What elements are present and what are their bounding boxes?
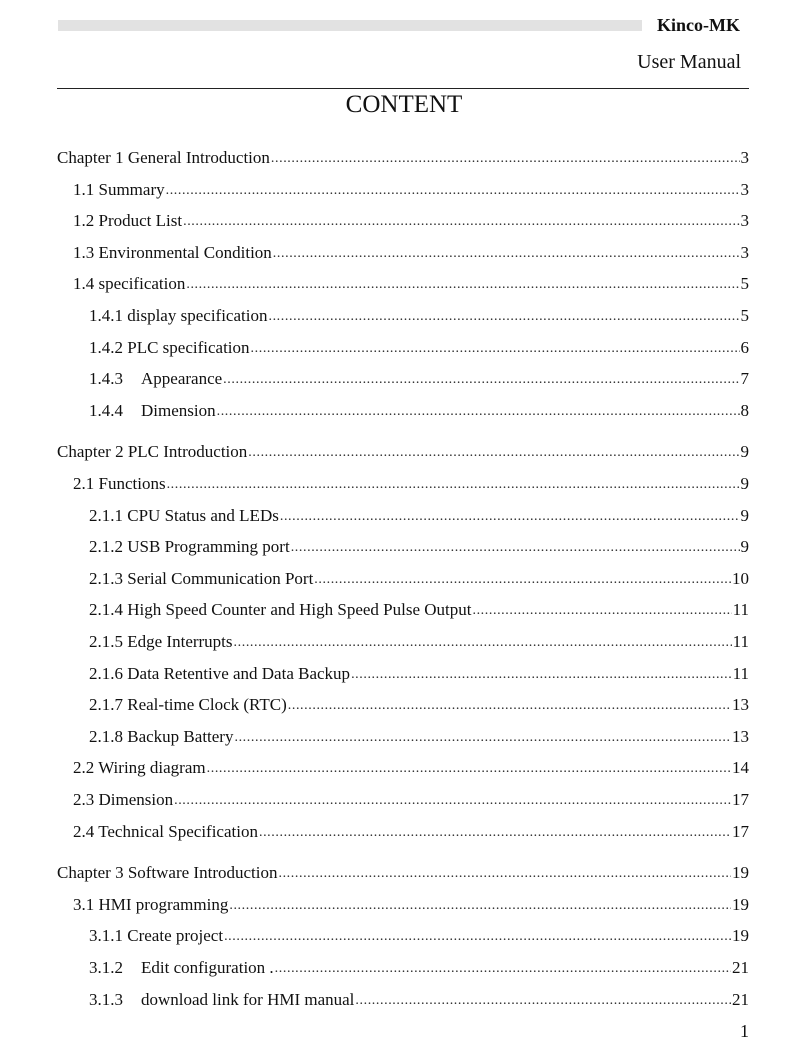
toc-entry-title (89, 990, 354, 1010)
toc-entry-title (57, 863, 277, 883)
toc-entry[interactable] (0, 365, 808, 389)
toc-entry-title (73, 895, 228, 915)
toc-entry-page: 3 (740, 179, 749, 199)
toc-dot-leader (167, 476, 740, 494)
toc-dot-leader (234, 729, 731, 747)
toc-entry-title (73, 211, 182, 231)
header-subtitle: User Manual (637, 51, 741, 73)
toc-dot-leader (166, 182, 740, 200)
toc-entry-title (89, 727, 233, 747)
toc-entry-title (89, 926, 223, 946)
toc-entry-page: 10 (732, 568, 749, 588)
toc-entry[interactable] (0, 533, 808, 557)
page-title: CONTENT (345, 91, 463, 118)
toc-entry[interactable] (0, 207, 808, 231)
toc-entry[interactable] (0, 691, 808, 715)
toc-entry[interactable] (0, 239, 808, 263)
toc-entry-number: 3.1.2 (89, 958, 123, 977)
toc-entry-title (57, 442, 247, 462)
toc-entry-title (89, 537, 290, 557)
toc-entry-page: 11 (732, 663, 749, 683)
toc-dot-leader (271, 150, 740, 168)
toc-entry-text: Chapter 2 PLC Introduction (57, 442, 248, 462)
toc-entry-page: 21 (732, 989, 749, 1009)
toc-entry-page: 7 (740, 369, 749, 389)
toc-entry-title (89, 338, 250, 358)
toc-dot-leader (273, 245, 740, 263)
toc-dot-leader (251, 340, 740, 358)
toc-dot-leader (472, 602, 731, 620)
toc-entry-title (89, 664, 350, 684)
toc-entry-title (89, 632, 233, 652)
toc-entry-page: 19 (732, 926, 749, 946)
toc-entry[interactable] (0, 397, 808, 421)
toc-dot-leader (174, 792, 731, 810)
toc-dot-leader (229, 897, 731, 915)
toc-entry-title (73, 274, 185, 294)
toc-dot-leader (314, 571, 731, 589)
toc-entry-page: 9 (740, 442, 749, 462)
toc-entry-text: Appearance (141, 369, 223, 389)
toc-entry-text: 2.1.2 USB Programming port (89, 537, 290, 557)
toc-entry-page: 14 (732, 758, 749, 778)
toc-entry-text: 2.2 Wiring diagram (73, 758, 206, 778)
toc-entry[interactable] (0, 818, 808, 842)
toc-entry[interactable] (0, 502, 808, 526)
toc-dot-leader (207, 760, 731, 778)
toc-entry-page: 21 (732, 958, 749, 977)
toc-entry-page: 9 (740, 474, 749, 493)
toc-entry[interactable] (0, 954, 808, 978)
toc-entry[interactable] (0, 859, 808, 883)
toc-dot-leader (351, 666, 732, 684)
toc-entry-page: 3 (740, 211, 749, 231)
toc-entry-page: 9 (740, 537, 749, 557)
toc-entry-page: 5 (740, 274, 749, 294)
toc-entry[interactable] (0, 628, 808, 652)
toc-entry-page: 8 (740, 400, 749, 420)
toc-entry[interactable] (0, 723, 808, 747)
toc-entry[interactable] (0, 470, 808, 494)
toc-dot-leader (234, 634, 732, 652)
toc-entry-page: 19 (732, 863, 749, 883)
toc-entry-number: 3.1.3 (89, 989, 123, 1009)
toc-entry-title (89, 369, 222, 389)
toc-entry-text: 3.1 HMI programming (73, 894, 229, 914)
toc-entry-text: 2.1.1 CPU Status and LEDs (89, 505, 279, 525)
toc-entry-page: 9 (740, 505, 749, 525)
toc-dot-leader (275, 960, 731, 978)
toc-dot-leader (183, 213, 739, 231)
toc-entry-text: Edit configuration . (141, 958, 274, 977)
toc-entry-page: 17 (732, 790, 749, 809)
toc-entry-text: 2.4 Technical Specification (73, 821, 258, 841)
toc-entry[interactable] (0, 334, 808, 358)
toc-dot-leader (217, 403, 740, 421)
toc-dot-leader (224, 928, 731, 946)
toc-entry[interactable] (0, 786, 808, 810)
toc-dot-leader (186, 276, 739, 294)
toc-dot-leader (280, 508, 740, 526)
toc-entry-text: 2.3 Dimension (73, 790, 174, 809)
toc-entry[interactable] (0, 438, 808, 462)
toc-entry-text: 1.2 Product List (73, 211, 183, 231)
toc-entry-page: 17 (732, 821, 749, 841)
toc-entry-title (73, 822, 258, 842)
toc-entry[interactable] (0, 144, 808, 168)
toc-dot-leader (355, 992, 731, 1010)
toc-entry-text: 2.1.5 Edge Interrupts (89, 632, 233, 651)
toc-entry[interactable] (0, 660, 808, 684)
toc-entry-text: 2.1 Functions (73, 474, 166, 493)
toc-entry-page: 3 (740, 242, 749, 262)
toc-entry-title (73, 243, 272, 263)
toc-entry[interactable] (0, 986, 808, 1010)
toc-dot-leader (291, 539, 740, 557)
toc-entry-title (89, 600, 471, 620)
toc-entry-number: 1.4.3 (89, 369, 123, 389)
toc-entry-text: 1.3 Environmental Condition (73, 242, 272, 262)
toc-entry[interactable] (0, 302, 808, 326)
toc-entry-title (89, 695, 287, 715)
toc-dot-leader (259, 824, 731, 842)
toc-entry-page: 19 (732, 894, 749, 914)
toc-entry-title (89, 306, 267, 326)
toc-entry-title (73, 790, 173, 810)
toc-entry-title (89, 958, 274, 978)
toc-entry-text: 1.4.2 PLC specification (89, 337, 250, 357)
toc-entry-page: 11 (732, 600, 749, 620)
header-brand: Kinco-MK (657, 15, 740, 35)
toc-entry[interactable] (0, 754, 808, 778)
toc-entry-page: 3 (740, 148, 749, 167)
toc-entry-text: Chapter 3 Software Introduction (57, 863, 278, 883)
toc-entry-text: 2.1.8 Backup Battery (89, 726, 234, 746)
toc-entry[interactable] (0, 596, 808, 620)
toc-entry[interactable] (0, 270, 808, 294)
toc-dot-leader (278, 865, 731, 883)
toc-entry-text: 2.1.3 Serial Communication Port (89, 568, 314, 588)
toc-entry-title (73, 758, 206, 778)
toc-entry-title (89, 506, 279, 526)
toc-entry-text: Dimension (141, 400, 216, 420)
toc-entry-number: 1.4.4 (89, 400, 123, 420)
toc-entry-text: 2.1.6 Data Retentive and Data Backup (89, 663, 351, 683)
toc-entry-text: 1.1 Summary (73, 179, 165, 199)
footer-page-number: 1 (740, 1021, 749, 1041)
toc-entry-page: 13 (732, 726, 749, 746)
toc-entry[interactable] (0, 565, 808, 589)
toc-entry-page: 5 (740, 306, 749, 325)
toc-entry-text: 1.4 specification (73, 274, 186, 294)
toc-entry-text: 3.1.1 Create project (89, 926, 224, 946)
toc-entry-title (73, 474, 166, 494)
toc-dot-leader (288, 697, 731, 715)
toc-entry-text: 2.1.4 High Speed Counter and High Speed Pulse Output (89, 600, 472, 620)
toc-entry-page: 6 (740, 337, 749, 357)
toc-dot-leader (268, 308, 739, 326)
toc-entry-text: Chapter 1 General Introduction (57, 148, 270, 167)
toc-entry[interactable] (0, 922, 808, 946)
toc-entry-title (89, 401, 216, 421)
toc-entry[interactable] (0, 176, 808, 200)
toc-entry-title (89, 569, 313, 589)
toc-dot-leader (248, 444, 739, 462)
toc-entry-title (73, 180, 165, 200)
toc-entry-text: 1.4.1 display specification (89, 306, 268, 325)
toc-entry[interactable] (0, 891, 808, 915)
toc-entry-title (57, 148, 270, 168)
toc-entry-text: 2.1.7 Real-time Clock (RTC) (89, 695, 287, 715)
toc-dot-leader (223, 371, 739, 389)
toc-entry-text: download link for HMI manual (141, 989, 355, 1009)
toc-entry-page: 11 (732, 632, 749, 651)
toc-entry-page: 13 (732, 695, 749, 715)
